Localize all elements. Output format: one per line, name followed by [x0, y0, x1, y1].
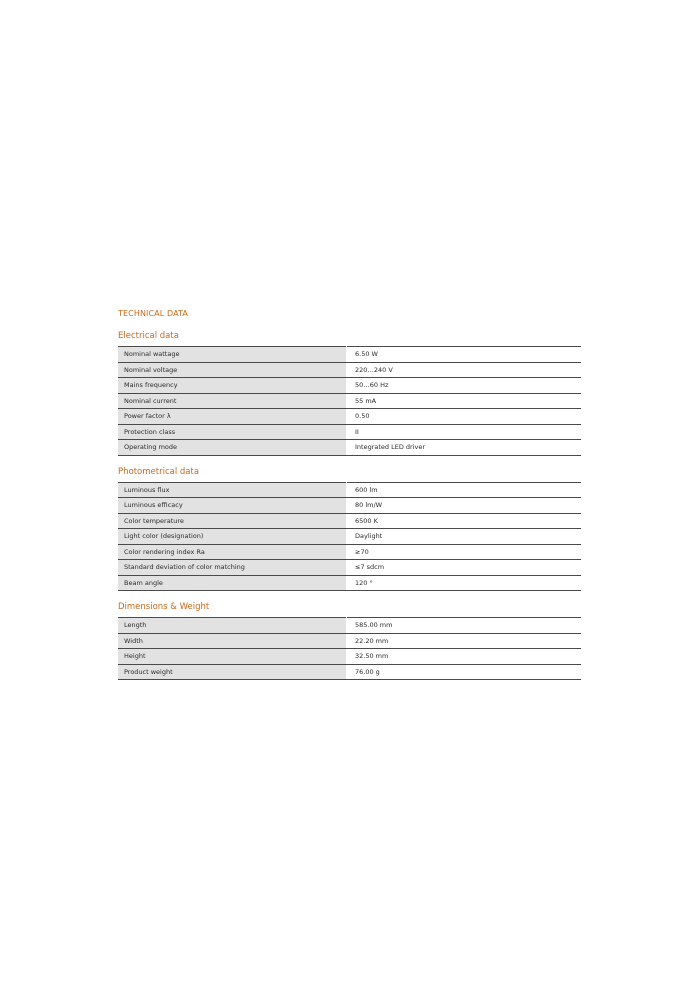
row-label: Protection class: [118, 424, 347, 440]
section-title: Dimensions & Weight: [118, 602, 210, 612]
row-value: 120 °: [347, 575, 582, 591]
row-label: Light color (designation): [118, 529, 347, 545]
row-value: 32.50 mm: [347, 649, 582, 665]
row-value: 6.50 W: [347, 347, 582, 363]
table-row: [118, 664, 581, 680]
row-value: ≥70: [347, 544, 582, 560]
photometrical-data-table: [118, 482, 581, 592]
row-label: Product weight: [118, 664, 347, 680]
section-photometrical-data: [118, 466, 581, 592]
row-label: Luminous efficacy: [118, 498, 347, 514]
section-title: Electrical data: [118, 331, 179, 341]
row-value: 220…240 V: [347, 362, 582, 378]
table-row: [118, 560, 581, 576]
row-label: Nominal wattage: [118, 347, 347, 363]
row-label: Width: [118, 633, 347, 649]
row-value: 585.00 mm: [347, 618, 582, 634]
row-label: Operating mode: [118, 440, 347, 456]
table-row: [118, 347, 581, 363]
row-value: 76.00 g: [347, 664, 582, 680]
table-row: [118, 618, 581, 634]
row-label: Nominal voltage: [118, 362, 347, 378]
table-row: [118, 544, 581, 560]
electrical-data-table: [118, 346, 581, 456]
table-row: [118, 440, 581, 456]
table-row: [118, 378, 581, 394]
table-row: [118, 649, 581, 665]
dimensions-weight-table: [118, 617, 581, 680]
document-title: TECHNICAL DATA: [118, 309, 188, 318]
table-row: [118, 575, 581, 591]
row-value: 55 mA: [347, 393, 582, 409]
row-label: Beam angle: [118, 575, 347, 591]
row-label: Height: [118, 649, 347, 665]
section-title: Photometrical data: [118, 466, 200, 477]
table-row: [118, 529, 581, 545]
section-electrical-data: [118, 330, 581, 456]
row-value: 22.20 mm: [347, 633, 582, 649]
row-value: ≤7 sdcm: [347, 560, 582, 576]
table-row: [118, 424, 581, 440]
row-label: Standard deviation of color matching: [118, 560, 347, 576]
technical-data-sheet: [118, 308, 581, 690]
row-label: Luminous flux: [118, 482, 347, 498]
row-label: Length: [118, 618, 347, 634]
table-row: [118, 498, 581, 514]
row-label: Color temperature: [118, 513, 347, 529]
row-label: Color rendering index Ra: [118, 544, 347, 560]
row-value: Integrated LED driver: [347, 440, 582, 456]
table-row: [118, 393, 581, 409]
row-label: Nominal current: [118, 393, 347, 409]
row-label: Mains frequency: [118, 378, 347, 394]
table-row: [118, 409, 581, 425]
table-row: [118, 513, 581, 529]
row-value: Daylight: [347, 529, 582, 545]
row-label: Power factor λ: [118, 409, 347, 425]
row-value: II: [347, 424, 582, 440]
row-value: 50…60 Hz: [347, 378, 582, 394]
table-row: [118, 362, 581, 378]
row-value: 600 lm: [347, 482, 582, 498]
row-value: 80 lm/W: [347, 498, 582, 514]
row-value: 6500 K: [347, 513, 582, 529]
table-row: [118, 482, 581, 498]
section-dimensions-weight: [118, 601, 581, 680]
table-row: [118, 633, 581, 649]
row-value: 0.50: [347, 409, 582, 425]
